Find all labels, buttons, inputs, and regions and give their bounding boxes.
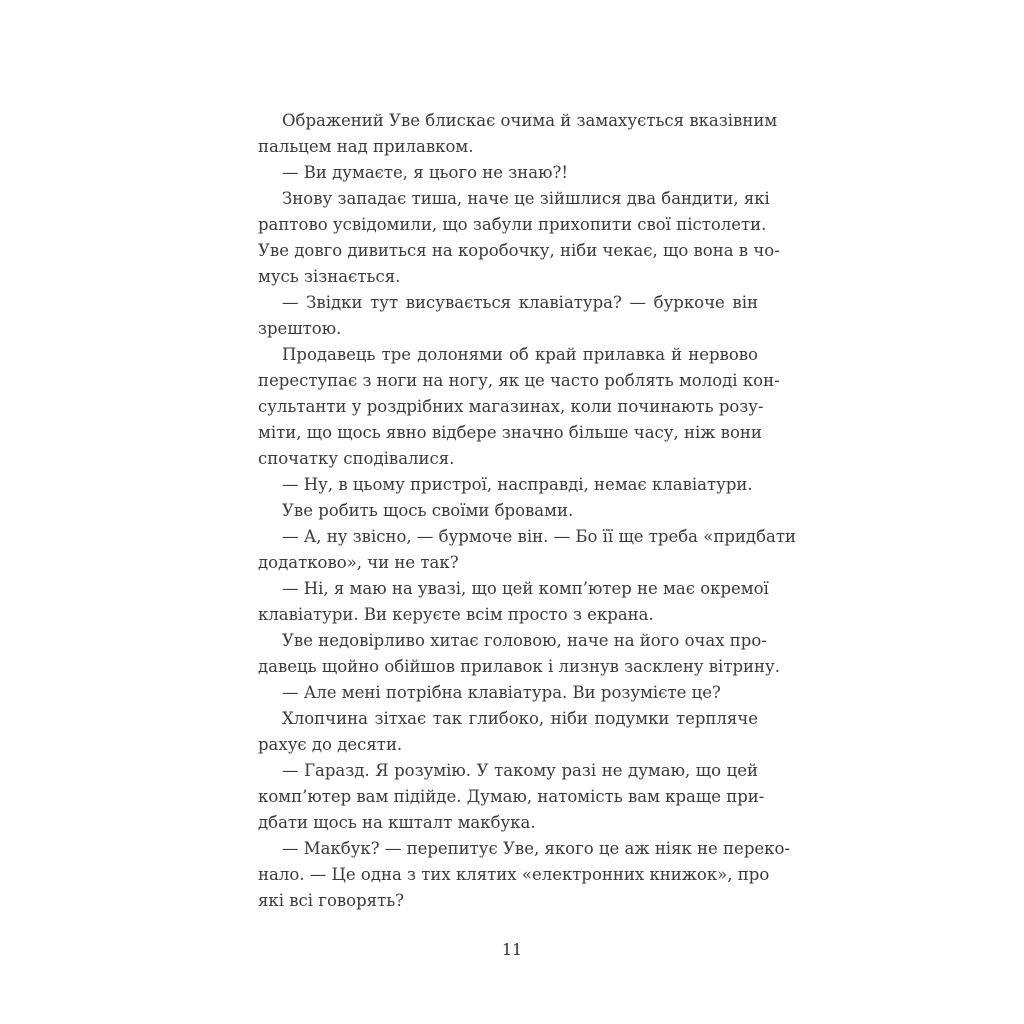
text-line: рахує до десяти. [258,735,403,754]
text-line: спочатку сподівалися. [258,449,455,468]
text-line: нало. — Це одна з тих клятих «електронних книжок», про [258,865,770,884]
text-line: — Ну, в цьому пристрої, насправді, немає клавіатури. [282,475,753,494]
text-line: додатково», чи не так? [258,553,459,572]
text-line: Уве довго дивиться на коробочку, ніби чекає, що вона в чо- [258,241,780,260]
text-line: міти, що щось явно відбере значно більше часу, ніж вони [258,423,762,442]
text-line: — Але мені потрібна клавіатура. Ви розумієте це? [282,683,721,702]
text-line: Знову западає тиша, наче це зійшлися два бандити, які [282,189,770,208]
text-line: — Ви думаєте, я цього не знаю?! [282,163,568,182]
text-line: переступає з ноги на ногу, як це часто роблять молоді кон- [258,371,780,390]
page-number: 11 [501,940,523,959]
text-line: клавіатури. Ви керуєте всім просто з екрана. [258,605,654,624]
text-line: — Макбук? — перепитує Уве, якого це аж ніяк не переко- [282,839,790,858]
text-line: давець щойно обійшов прилавок і лизнув засклену вітрину. [258,657,780,676]
text-line: Уве робить щось своїми бровами. [282,501,574,520]
text-line: які всі говорять? [258,891,405,910]
text-line: раптово усвідомили, що забули прихопити свої пістолети. [258,215,767,234]
text-line: мусь зізнається. [258,267,401,286]
book-page-text [258,108,796,914]
text-line: дбати щось на кшталт макбука. [258,813,536,832]
text-line: Уве недовірливо хитає головою, наче на його очах про- [282,631,767,650]
text-line: комп’ютер вам підійде. Думаю, натомість вам краще при- [258,787,765,806]
text-line: Хлопчина зітхає так глибоко, ніби подумки терпляче [282,709,758,728]
text-line: зрештою. [258,319,342,338]
text-line: Продавець тре долонями об край прилавка й нервово [282,345,758,364]
text-line: сультанти у роздрібних магазинах, коли починають розу- [258,397,764,416]
text-line: — Гаразд. Я розумію. У такому разі не думаю, що цей [282,761,758,780]
text-line: Ображений Уве блискає очима й замахується вказівним [282,111,778,130]
text-line: — Звідки тут висувається клавіатура? — буркоче він [282,293,758,312]
text-line: — Ні, я маю на увазі, що цей комп’ютер не має окремої [282,579,769,598]
text-line: пальцем над прилавком. [258,137,474,156]
text-line: — А, ну звісно, — бурмоче він. — Бо її ще треба «придбати [282,527,796,546]
